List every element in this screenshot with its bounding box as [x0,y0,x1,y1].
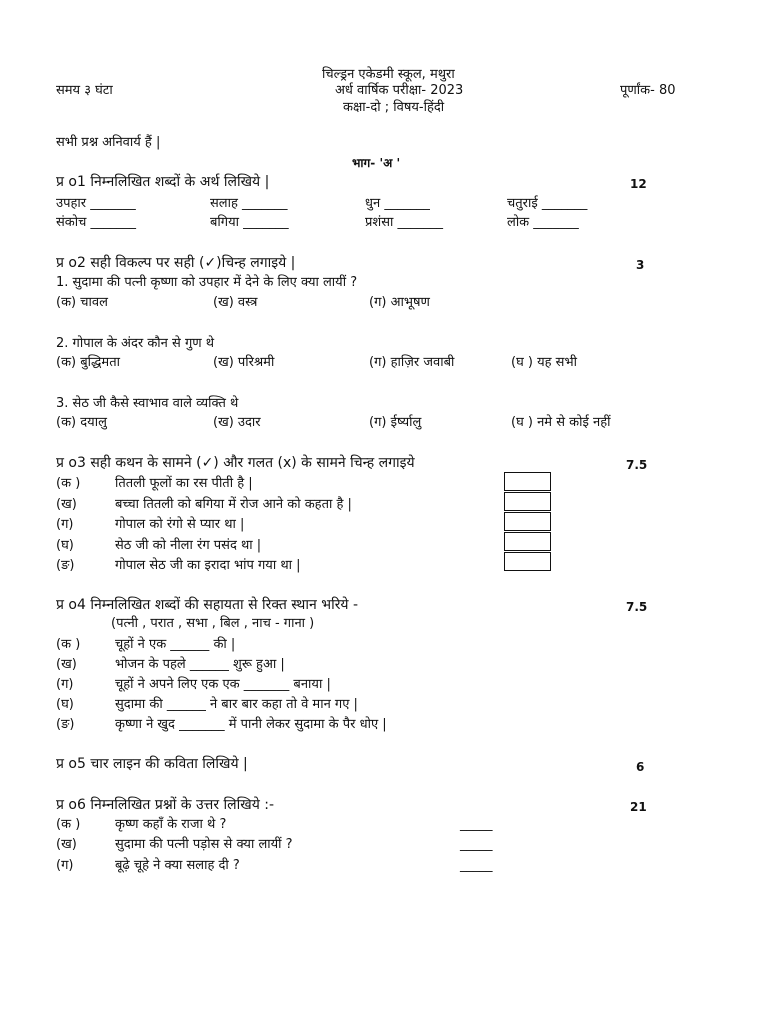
q3-item-text: तितली फूलों का रस पीती है | [115,476,253,491]
q2-option: (ग) आभूषण [369,295,430,310]
q1-title: प्र o1 निम्नलिखित शब्दों के अर्थ लिखिये | [56,174,270,190]
q6-title: प्र o6 निम्नलिखित प्रश्नों के उत्तर लिखिये :- [56,797,275,813]
answer-box[interactable] [504,532,551,551]
q4-title: प्र o4 निम्नलिखित शब्दों की सहायता से रिक्त स्थान भरिये - [56,597,359,613]
q6-item-text: बूढ़े चूहे ने क्या सलाह दी ? [115,858,240,873]
q4-item-text: भोजन के पहले ______ शुरू हुआ | [115,657,285,672]
q6-item-label: (ख) [56,837,77,852]
q3-item-label: (ङ) [56,558,75,573]
q4-item-text: सुदामा की ______ ने बार बार कहा तो वे मान गए | [115,697,358,712]
max-marks: पूर्णांक- 80 [620,83,676,98]
q3-item-label: (ख) [56,497,77,512]
q2-option: (घ ) यह सभी [511,355,577,370]
answer-box[interactable] [504,492,551,511]
answer-box[interactable] [504,512,551,531]
word-bank: (पत्नी , परात , सभा , बिल , नाच - गाना ) [111,616,315,631]
q2-option: (ख) वस्त्र [213,295,258,310]
class-subject: कक्षा-दो ; विषय-हिंदी [343,100,445,115]
q2-question: 2. गोपाल के अंदर कौन से गुण थे [56,336,215,351]
answer-blank: _____ [460,858,493,873]
q1-marks: 12 [630,177,647,191]
q3-item-text: सेठ जी को नीला रंग पसंद था | [115,538,262,553]
q1-word: बगिया _______ [210,215,289,230]
q3-title: प्र o3 सही कथन के सामने (✓) और गलत (x) के सामने चिन्ह लगाइये [56,455,415,471]
q4-item-label: (क ) [56,637,81,652]
q1-word: चतुराई _______ [507,196,588,211]
q6-item-label: (ग) [56,858,74,873]
answer-blank: _____ [460,817,493,832]
q4-item-label: (ग) [56,677,74,692]
q1-word: धुन _______ [365,196,430,211]
q3-item-text: बच्चा तितली को बगिया में रोज आने को कहता है | [115,497,352,512]
q3-item-label: (घ) [56,538,74,553]
q6-item-text: कृष्ण कहाँ के राजा थे ? [115,817,227,832]
q2-marks: 3 [636,258,645,272]
time-label: समय ३ घंटा [56,83,113,98]
q2-option: (घ ) नमे से कोई नहीं [511,415,611,430]
q4-item-label: (ङ) [56,717,75,732]
q6-item-label: (क ) [56,817,81,832]
q4-item-text: चूहों ने एक ______ की | [115,637,236,652]
q3-item-text: गोपाल सेठ जी का इरादा भांप गया था | [115,558,301,573]
q6-item-text: सुदामा की पत्नी पड़ोस से क्या लायीं ? [115,837,293,852]
section-title: भाग- 'अ ' [352,156,401,170]
q3-item-label: (क ) [56,476,81,491]
q1-word: प्रशंसा _______ [365,215,444,230]
q4-item-label: (ख) [56,657,77,672]
q1-word: उपहार _______ [56,196,136,211]
q2-question: 1. सुदामा की पत्नी कृष्णा को उपहार में देने के लिए क्या लायीं ? [56,275,358,290]
exam-title: अर्ध वार्षिक परीक्षा- 2023 [335,83,464,98]
q2-option: (ग) हाज़िर जवाबी [369,355,455,370]
answer-box[interactable] [504,472,551,491]
q3-item-label: (ग) [56,517,74,532]
q4-marks: 7.5 [626,600,648,614]
q4-item-label: (घ) [56,697,74,712]
q2-question: 3. सेठ जी कैसे स्वाभाव वाले व्यक्ति थे [56,396,239,411]
instructions: सभी प्रश्न अनिवार्य हैं | [56,135,161,150]
q5-marks: 6 [636,760,645,774]
q2-option: (क) चावल [56,295,108,310]
q3-marks: 7.5 [626,458,648,472]
school-name: चिल्ड्रन एकेडमी स्कूल, मथुरा [322,67,455,82]
q3-item-text: गोपाल को रंगो से प्यार था | [115,517,245,532]
q2-option: (क) दयालु [56,415,107,430]
q6-marks: 21 [630,800,647,814]
q4-item-text: कृष्णा ने खुद _______ में पानी लेकर सुदामा के पैर धोए | [115,717,387,732]
q2-option: (ख) उदार [213,415,261,430]
q2-title: प्र o2 सही विकल्प पर सही (✓)चिन्ह लगाइये | [56,255,296,271]
q2-option: (ख) परिश्रमी [213,355,275,370]
q1-word: संकोच _______ [56,215,137,230]
q4-item-text: चूहों ने अपने लिए एक एक _______ बनाया | [115,677,331,692]
answer-box[interactable] [504,552,551,571]
q2-option: (ग) ईर्ष्यालु [369,415,422,430]
q1-word: लोक _______ [507,215,579,230]
q1-word: सलाह _______ [210,196,288,211]
answer-blank: _____ [460,837,493,852]
q5-title: प्र o5 चार लाइन की कविता लिखिये | [56,756,248,772]
q2-option: (क) बुद्धिमता [56,355,120,370]
